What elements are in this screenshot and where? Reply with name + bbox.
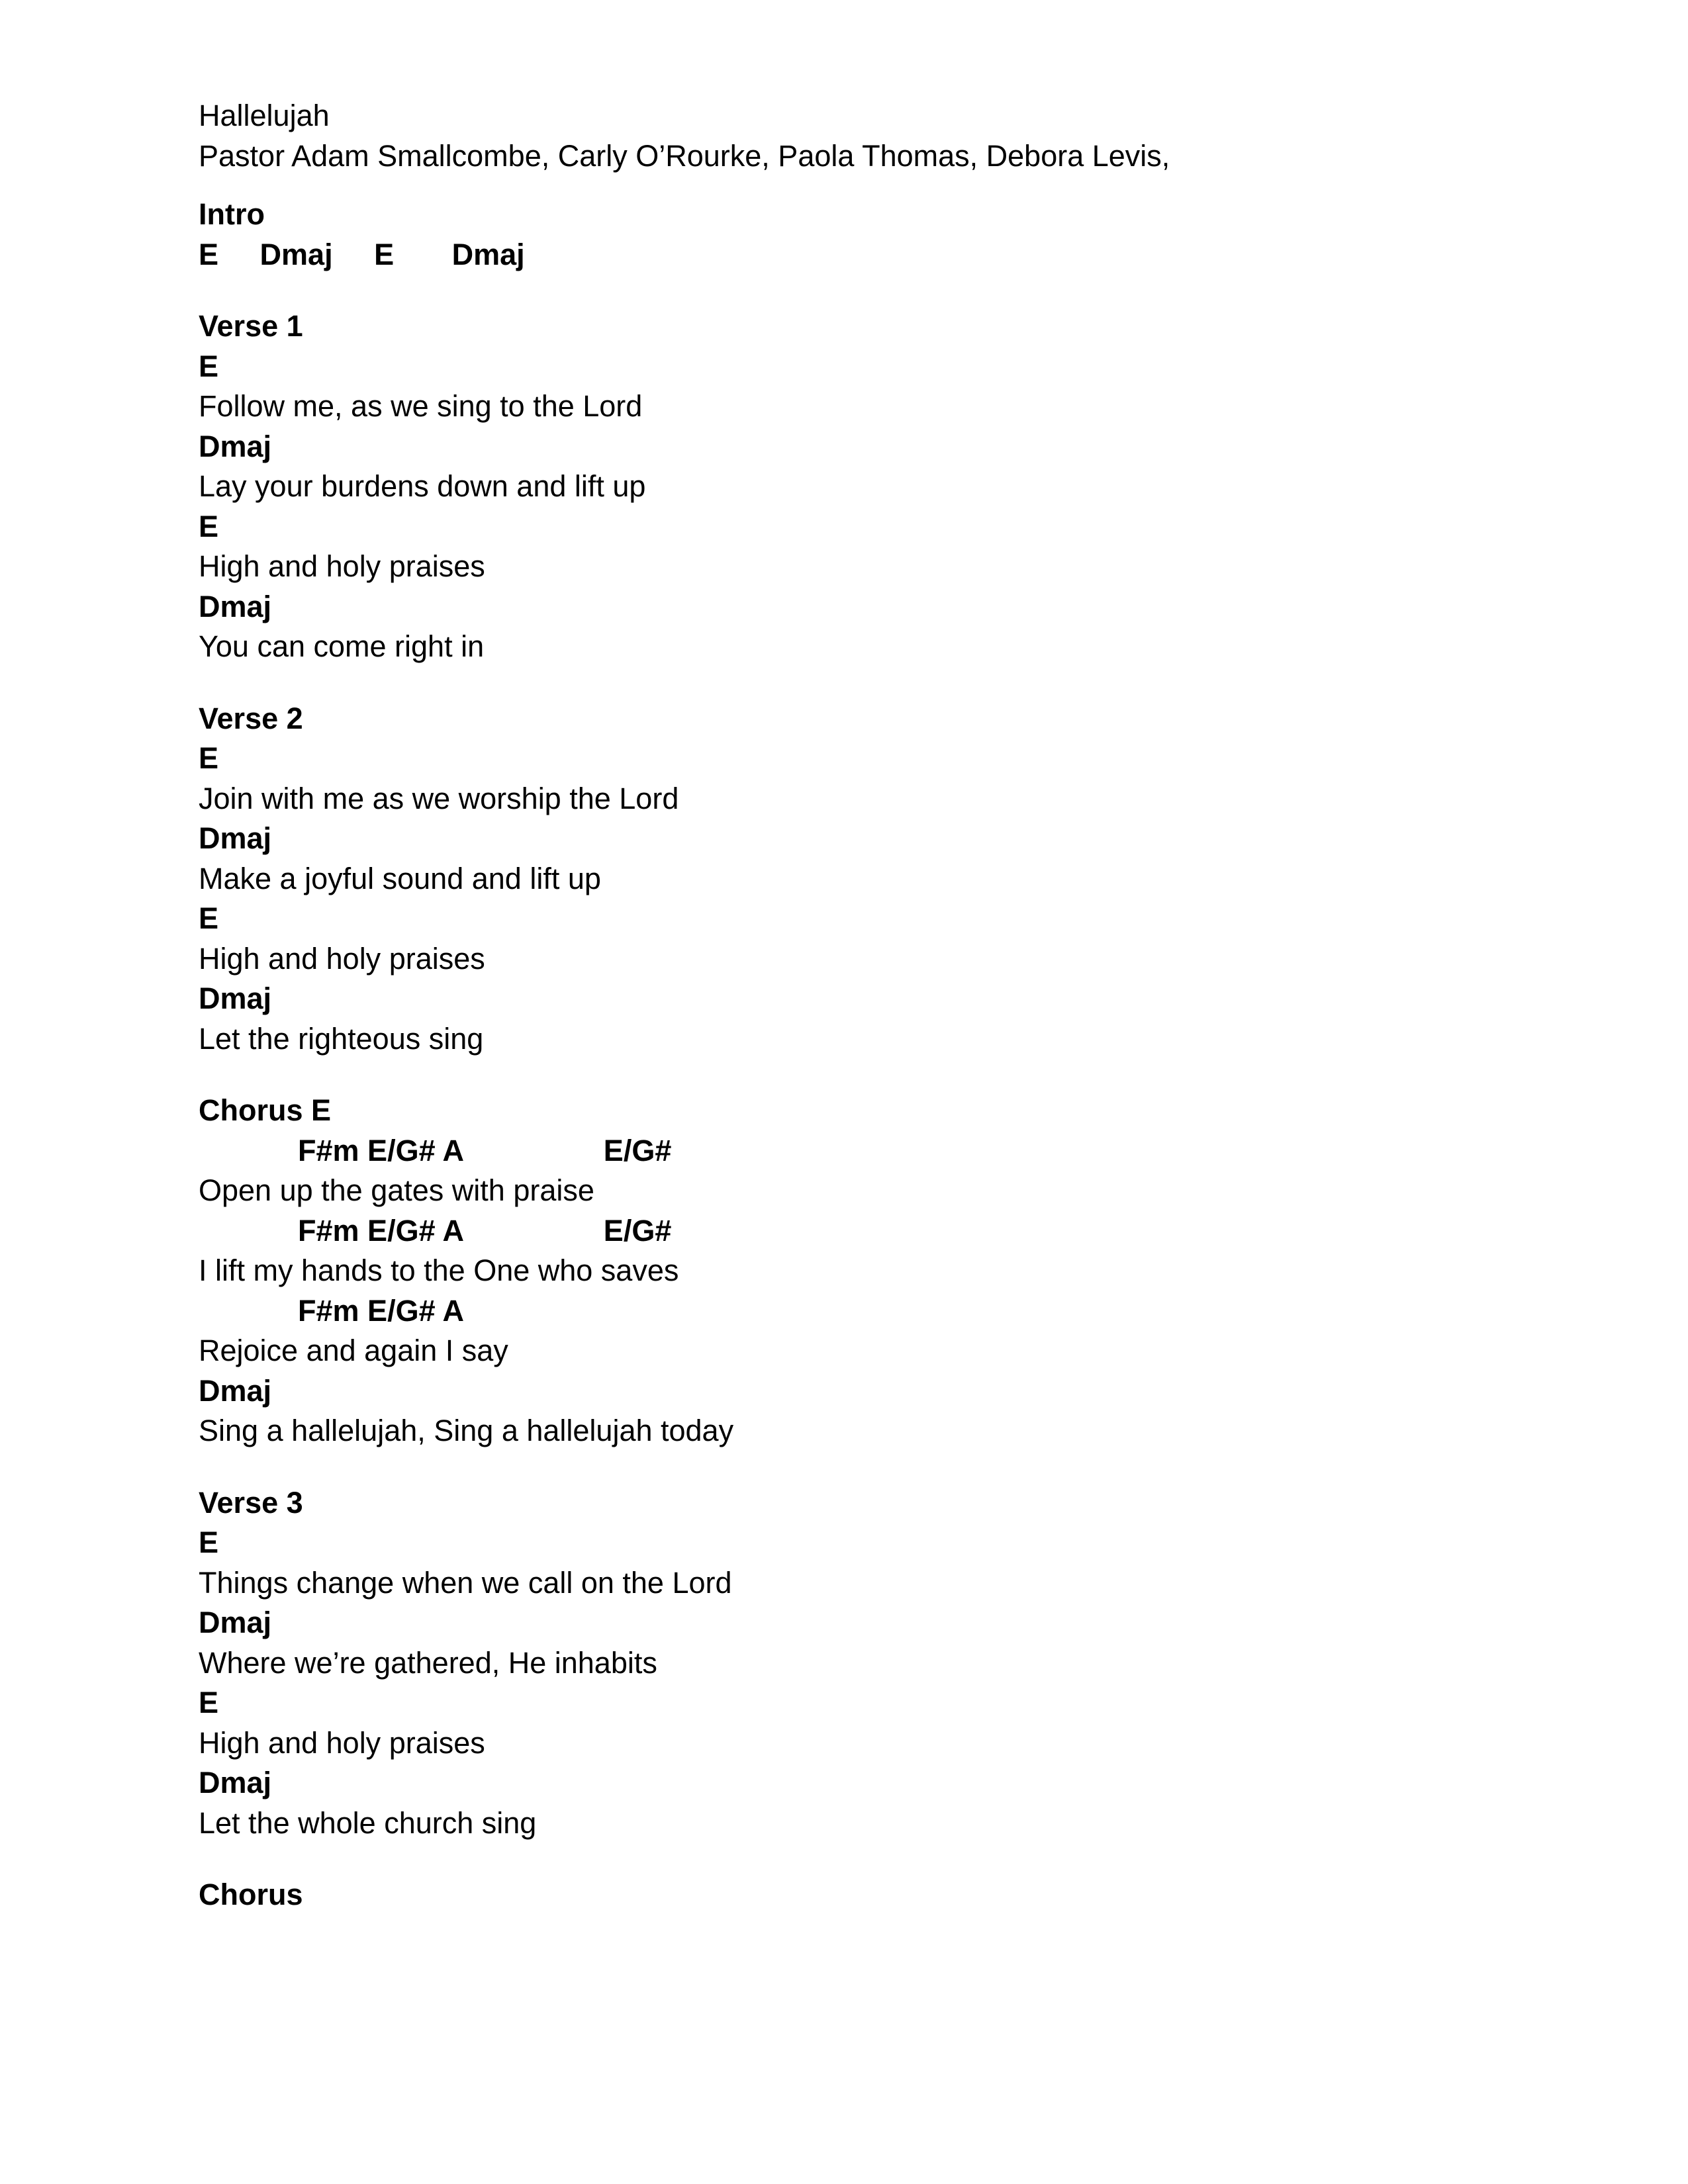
intro-chords: E Dmaj E Dmaj (199, 237, 525, 271)
verse-2-section (199, 699, 1523, 1060)
section-heading-verse-2: Verse 2 (199, 701, 303, 735)
lyric-line: High and holy praises (199, 1725, 485, 1760)
chord-line: E (199, 349, 219, 383)
chord-line: Dmaj (199, 1373, 272, 1408)
chorus-section (199, 1091, 1523, 1451)
lyric-line: Let the whole church sing (199, 1805, 537, 1840)
chord-line: E (199, 509, 219, 543)
spacer (199, 1451, 1523, 1483)
chord-line: E (199, 1525, 219, 1559)
chord-line: Dmaj (199, 1766, 272, 1799)
chord-line: F#m E/G# A E/G# (199, 1213, 672, 1248)
lyric-line: You can come right in (199, 629, 485, 663)
song-title: Hallelujah (199, 99, 330, 132)
section-heading-verse-1: Verse 1 (199, 309, 303, 343)
lyric-line: Sing a hallelujah, Sing a hallelujah today (199, 1414, 734, 1447)
lyric-line: Where we’re gathered, He inhabits (199, 1645, 657, 1680)
chord-line: F#m E/G# A E/G# (199, 1133, 672, 1167)
lyric-line: Make a joyful sound and lift up (199, 861, 601, 895)
section-heading-chorus: Chorus E (199, 1093, 332, 1127)
lyric-line: Join with me as we worship the Lord (199, 781, 679, 815)
lyric-line: I lift my hands to the One who saves (199, 1253, 679, 1287)
chord-line: Dmaj (199, 429, 272, 463)
section-heading-intro: Intro (199, 197, 265, 231)
chord-line: Dmaj (199, 981, 272, 1015)
chord-line: E (199, 901, 219, 935)
song-sheet (199, 96, 1523, 1915)
chord-line: Dmaj (199, 1606, 272, 1639)
chord-line: E (199, 1686, 219, 1719)
verse-3-section (199, 1483, 1523, 1844)
section-heading-verse-3: Verse 3 (199, 1485, 303, 1520)
chord-line: E (199, 741, 219, 775)
lyric-line: High and holy praises (199, 941, 485, 976)
lyric-line: Lay your burdens down and lift up (199, 469, 646, 503)
lyric-line: Things change when we call on the Lord (199, 1565, 732, 1600)
spacer (199, 1059, 1523, 1091)
chord-line: F#m E/G# A (199, 1293, 464, 1328)
lyric-line: Let the righteous sing (199, 1021, 484, 1056)
intro-section (199, 195, 1523, 275)
song-authors: Pastor Adam Smallcombe, Carly O’Rourke, Paola Thomas, Debora Levis, (199, 138, 1170, 173)
spacer (199, 1843, 1523, 1875)
lyric-line: Open up the gates with praise (199, 1173, 594, 1207)
chorus-repeat-section (199, 1875, 1523, 1915)
spacer (199, 275, 1523, 306)
lyric-line: Rejoice and again I say (199, 1334, 508, 1367)
verse-1-section (199, 306, 1523, 667)
lyric-line: Follow me, as we sing to the Lord (199, 389, 643, 423)
spacer (199, 667, 1523, 699)
section-heading-chorus-repeat: Chorus (199, 1878, 303, 1911)
lyric-line: High and holy praises (199, 549, 485, 583)
chord-line: Dmaj (199, 589, 272, 623)
spacer (199, 176, 1523, 195)
chord-line: Dmaj (199, 821, 272, 855)
